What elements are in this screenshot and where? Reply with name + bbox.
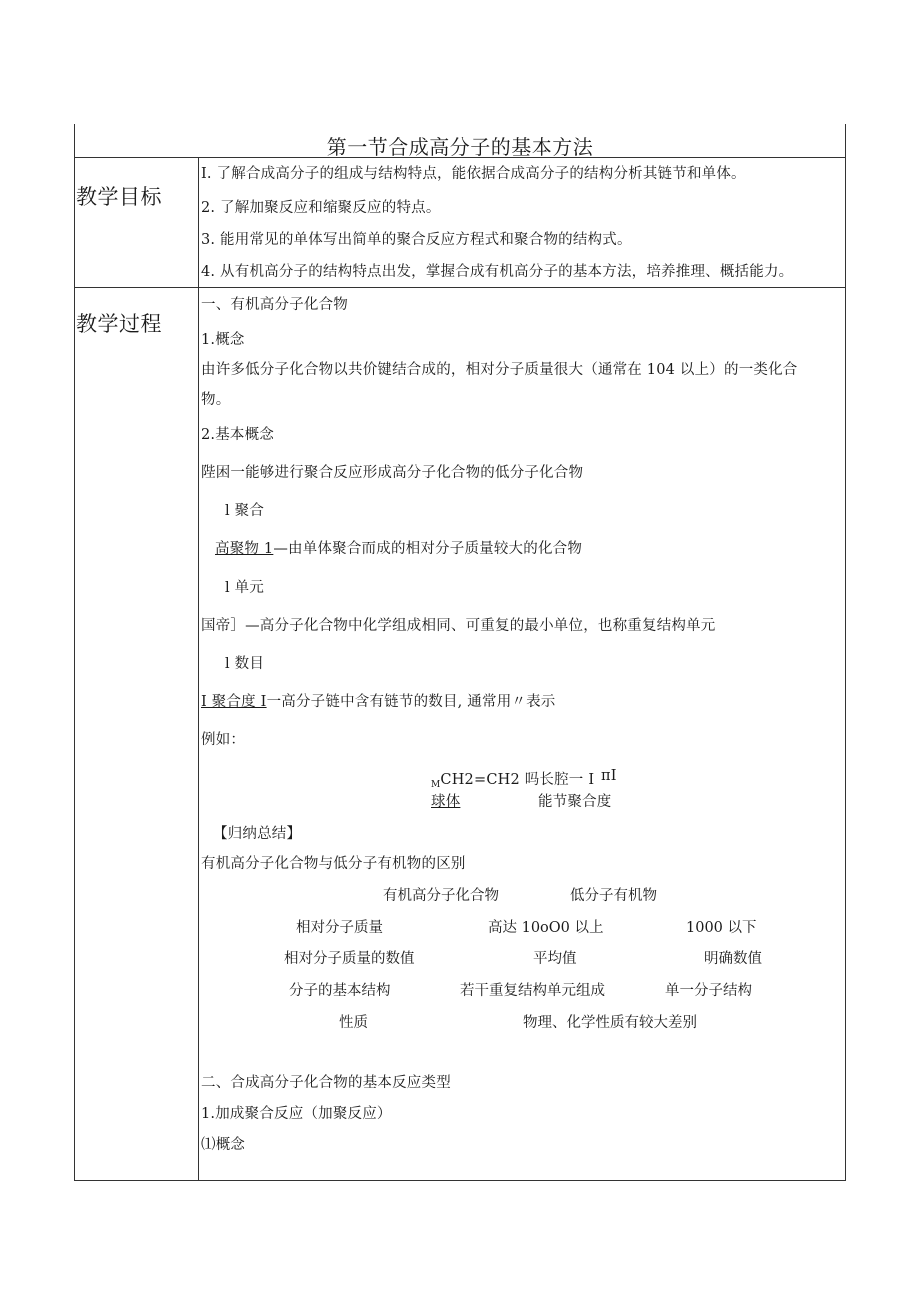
polymer-term: 高聚物 1 <box>215 541 274 557</box>
equation-subscript: M <box>431 780 441 790</box>
comparison-intro: 有机高分子化合物与低分子有机物的区别 <box>201 856 466 872</box>
monomer-definition: 陛困一能够进行聚合反应形成高分子化合物的低分子化合物 <box>201 465 584 481</box>
comparison-row-polymer-value: 物理、化学性质有较大差别 <box>523 1015 697 1031</box>
chain-unit-def-text: —高分子化合物中化学组成相同、可重复的最小单位，也称重复结构单元 <box>245 618 716 634</box>
polymerization-equation <box>431 768 594 790</box>
summary-heading: 【归纳总结】 <box>213 826 302 842</box>
comparison-row-label: 分子的基本结构 <box>289 983 391 999</box>
equation-unit-labels: 能节聚合度 <box>538 794 612 810</box>
equation-monomer-label: 球体 <box>431 794 461 810</box>
table-border-right <box>845 124 846 1181</box>
degree-definition <box>201 690 556 711</box>
chain-unit-definition <box>201 614 716 635</box>
comparison-row-small-value: 明确数值 <box>704 951 762 967</box>
goal-item-1: I. 了解合成高分子的组成与结构特点，能依据合成高分子的结构分析其链节和单体。 <box>201 166 746 182</box>
addition-concept-label: ⑴概念 <box>201 1137 246 1153</box>
comparison-row-label: 性质 <box>339 1015 368 1031</box>
polymer-def-text: —由单体聚合而成的相对分子质量较大的化合物 <box>273 541 583 557</box>
concept-text-line2: 物。 <box>201 392 231 408</box>
comparison-header-polymer: 有机高分子化合物 <box>383 888 499 904</box>
chain-unit-term: 国帝］ <box>201 618 246 634</box>
section-heading-1: 一、有机高分子化合物 <box>201 297 348 313</box>
comparison-row-small-value: 1000 以下 <box>686 920 757 936</box>
basic-concepts-heading: 2.基本概念 <box>201 427 275 443</box>
comparison-row-label: 相对分子质量 <box>296 920 383 936</box>
equation-pi-label: πI <box>601 768 617 784</box>
shumu-label: l 数目 <box>225 656 265 672</box>
table-border-bottom <box>74 1180 846 1181</box>
degree-term: I 聚合度 I <box>201 694 267 710</box>
process-label: 教学过程 <box>76 312 162 336</box>
goal-item-3: 3. 能用常见的单体写出简单的聚合反应方程式和聚合物的结构式。 <box>201 232 632 248</box>
section-heading-2: 二、合成高分子化合物的基本反应类型 <box>201 1075 451 1091</box>
table-border-left <box>74 124 75 1181</box>
polymer-definition <box>215 537 582 558</box>
comparison-row-polymer-value: 若干重复结构单元组成 <box>460 983 605 999</box>
goals-label: 教学目标 <box>76 185 162 209</box>
equation-text: CH2=CH2 吗长腔一 I <box>440 772 595 788</box>
degree-def-text: 一高分子链中含有链节的数目, 通常用〃表示 <box>266 694 556 710</box>
comparison-row-label: 相对分子质量的数值 <box>284 951 415 967</box>
example-label: 例如： <box>201 732 246 748</box>
concept-heading: 1.概念 <box>201 332 245 348</box>
comparison-header-small-molecule: 低分子有机物 <box>570 888 657 904</box>
addition-polymerization-heading: 1.加成聚合反应（加聚反应） <box>201 1106 392 1122</box>
concept-text-line1: 由许多低分子化合物以共价键结合成的，相对分子质量很大（通常在 104 以上）的一类化合 <box>201 362 798 378</box>
juhe-label: l 聚合 <box>225 503 265 519</box>
row-divider-goals <box>74 287 846 288</box>
column-divider <box>198 158 199 1181</box>
goal-item-2: 2. 了解加聚反应和缩聚反应的特点。 <box>201 200 441 216</box>
goal-item-4: 4. 从有机高分子的结构特点出发，掌握合成有机高分子的基本方法，培养推理、概括能力。 <box>201 264 794 280</box>
danyuan-label: l 单元 <box>225 580 265 596</box>
comparison-row-polymer-value: 高达 10oO0 以上 <box>488 920 604 936</box>
comparison-row-polymer-value: 平均值 <box>533 951 577 967</box>
comparison-row-small-value: 单一分子结构 <box>665 983 752 999</box>
page-title: 第一节合成高分子的基本方法 <box>326 135 594 159</box>
